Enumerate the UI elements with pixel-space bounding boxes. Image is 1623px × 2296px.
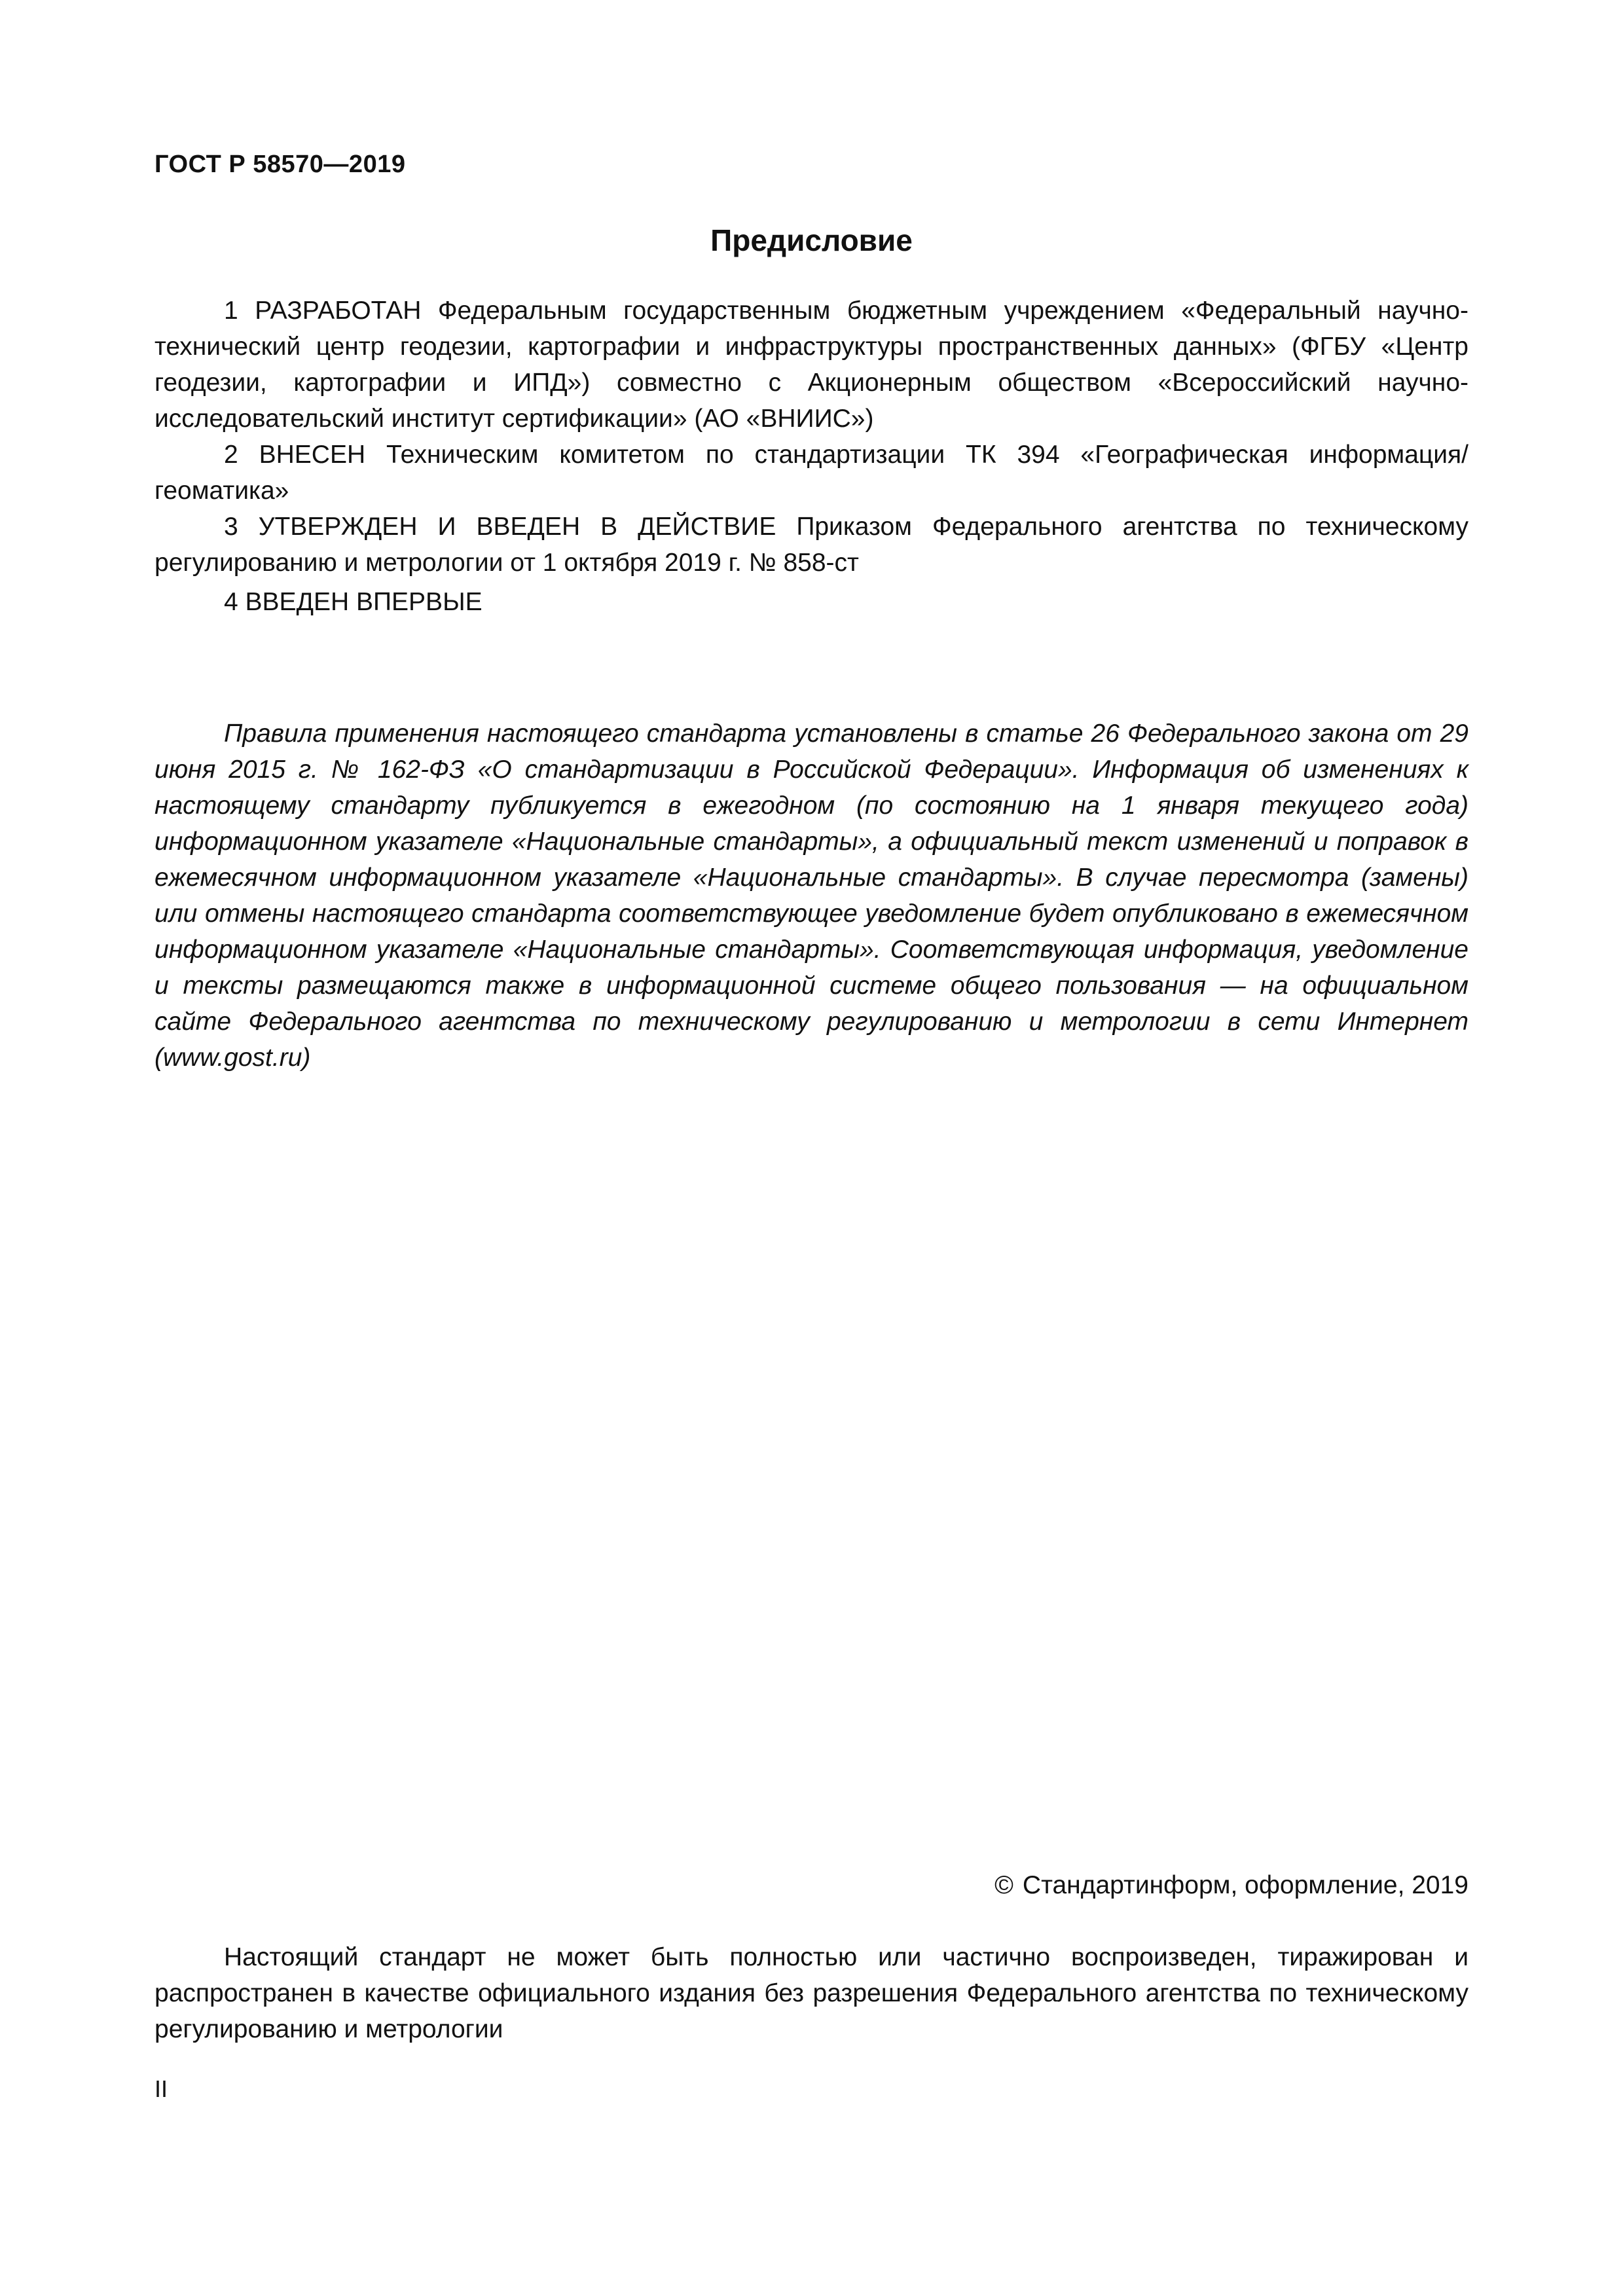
foreword-item-first-time: 4 ВВЕДЕН ВПЕРВЫЕ — [224, 588, 483, 616]
page-title: Предисловие — [710, 223, 913, 257]
copyright-text: Стандартинформ, оформление, 2019 — [1022, 1871, 1468, 1899]
page-number: II — [155, 2075, 168, 2102]
application-rules-note — [155, 716, 1468, 1076]
reproduction-notice-text: Настоящий стандарт не может быть полностью или частично воспроизведен, тиражирован и распространен в качестве официального издания без разрешения Федерального агентства по техническому регулированию и метрологии — [155, 1943, 1468, 2043]
foreword-item-introduced: 2 ВНЕСЕН Техническим комитетом по стандартизации ТК 394 «Географическая информация/геоматика» — [155, 441, 1468, 505]
foreword-item-developed: 1 РАЗРАБОТАН Федеральным государственным бюджетным учреждением «Федеральный научно-технический центр геодезии, картографии и инфраструктуры пространственных данных» (ФГБУ «Центр геодезии, картографии и ИПД») совместно с Акционерным обществом «Всероссийский научно-исследовательский институт сертификации» (АО «ВНИИС») — [155, 297, 1468, 433]
reproduction-notice — [155, 1939, 1468, 2047]
standard-code: ГОСТ Р 58570—2019 — [155, 151, 406, 178]
application-rules-text: Правила применения настоящего стандарта установлены в статье 26 Федерального закона от 29 июня 2015 г. № 162-ФЗ «О стандартизации в Российской Федерации». Информация об изменениях к настоящему стандарту публикуется в ежегодном (по состоянию на 1 января текущего года) информационном указателе «Национальные стандарты», а официальный текст изменений и поправок в ежемесячном информационном указателе «Национальные стандарты». В случае пересмотра (замены) или отмены настоящего стандарта соответствующее уведомление будет опубликовано в ежемесячном информационном указателе «Национальные стандарты». Соответствующая информация, уведомление и тексты размещаются также в информационной системе общего пользования — на официальном сайте Федерального агентства по техническому регулированию и метрологии в сети Интернет (www.gost.ru) — [155, 720, 1468, 1072]
copyright-line — [155, 1867, 1468, 1903]
foreword-item-approved: 3 УТВЕРЖДЕН И ВВЕДЕН В ДЕЙСТВИЕ Приказом Федерального агентства по техническому регулированию и метрологии от 1 октября 2019 г. № 858-ст — [155, 513, 1468, 577]
foreword-list — [155, 293, 1468, 581]
foreword-item-first-time-block — [155, 584, 1468, 620]
copyright-symbol: © — [994, 1871, 1013, 1899]
